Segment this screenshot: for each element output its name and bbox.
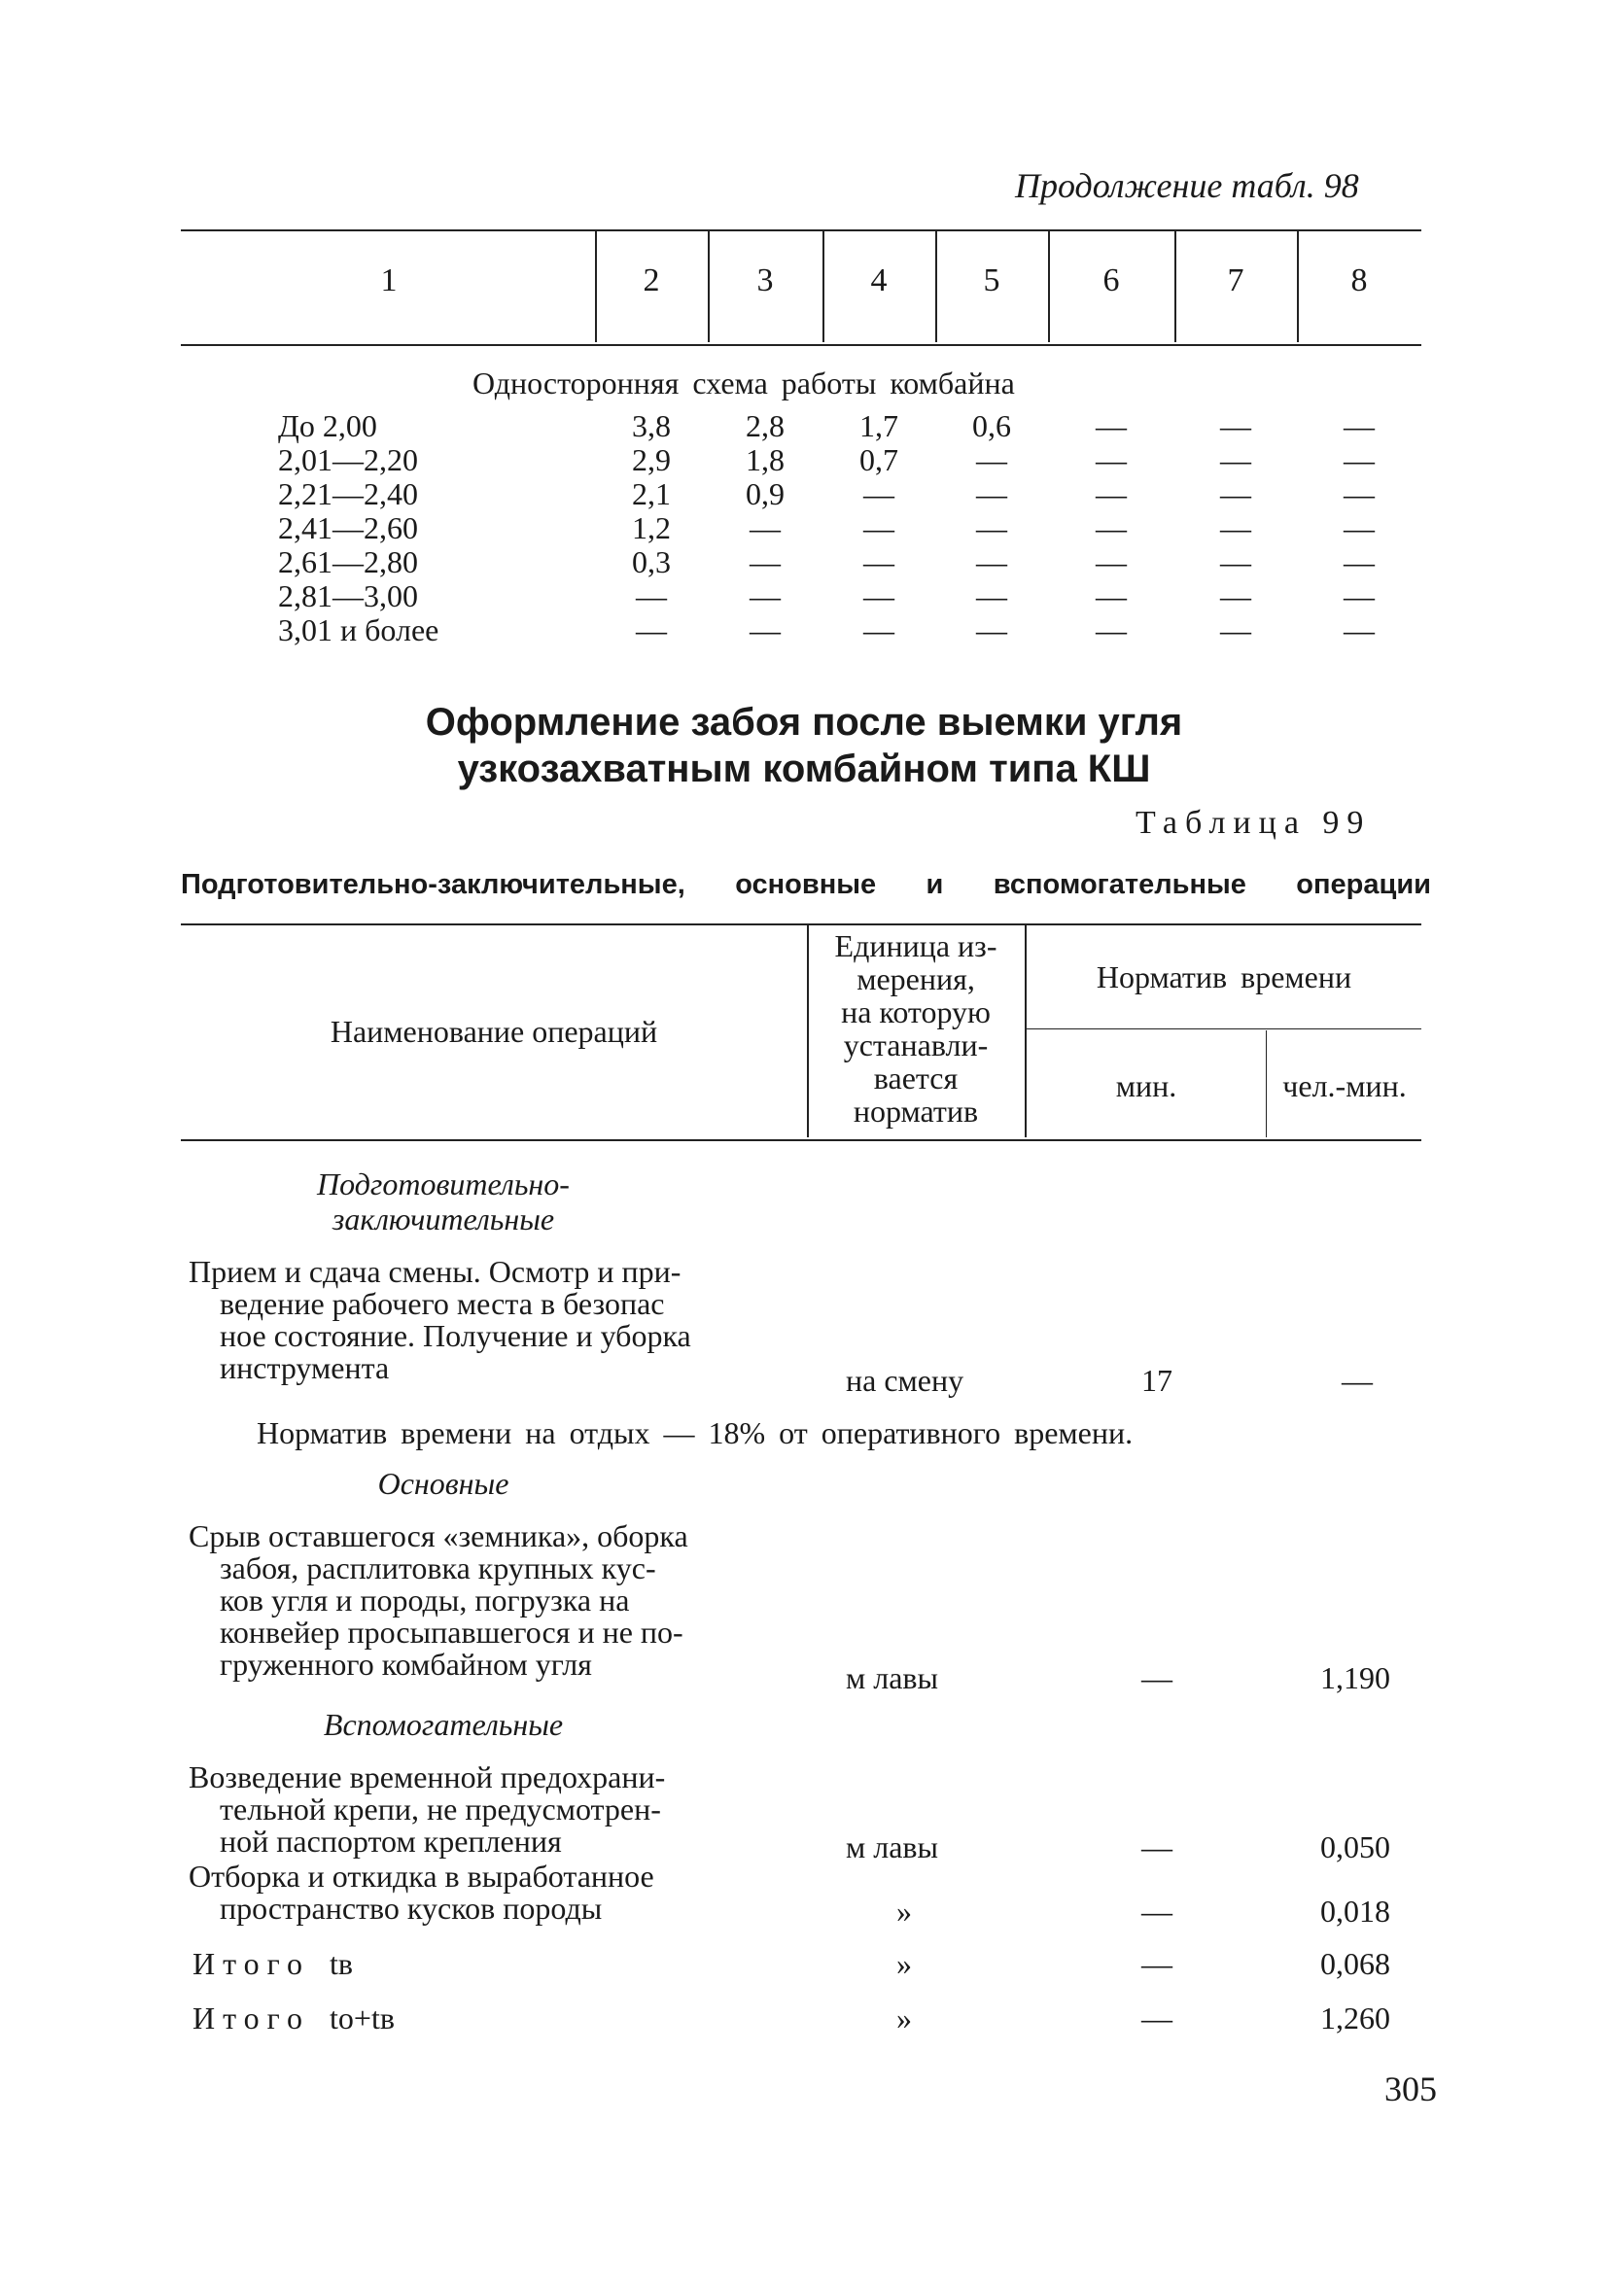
total-tv-label [192,1946,353,1981]
column-header: 7 [1227,262,1244,298]
row-value: — [976,476,1007,511]
row-value: — [976,442,1007,477]
row-value: — [1344,612,1375,647]
section-heading-line1: Оформление забоя после выемки угля [425,701,1183,744]
rest-note: Норматив времени на отдых — 18% от оперативного времени. [257,1415,1134,1450]
row-value: 0,3 [632,544,671,579]
row-value: — [863,612,894,647]
op-cleanup-text [189,1520,811,1681]
op-cleanup-unit: м лавы [846,1660,939,1695]
total-tv-unit: » [896,1946,912,1981]
row-value: — [750,578,781,613]
row-value: — [976,578,1007,613]
operations-title-word: операции [1296,869,1431,900]
row-value: — [1344,476,1375,511]
op-line: Отборка и откидка в выработанное [189,1859,654,1894]
header-unit-line: на которую [841,994,991,1029]
section-aux: Вспомогательные [323,1707,564,1742]
row-label: 2,01—2,20 [278,442,418,477]
col-divider [708,231,710,342]
column-header: 5 [983,262,1000,298]
row-value: — [863,578,894,613]
row-value: 0,6 [972,408,1011,443]
column-header: 4 [870,262,888,298]
page-number: 305 [1384,2070,1437,2108]
op-cleanup-min: — [1141,1660,1172,1695]
total-all-label [192,2000,395,2035]
row-label: 2,61—2,80 [278,544,418,579]
row-value: — [863,544,894,579]
row-value: — [1220,476,1251,511]
row-value: — [1220,510,1251,545]
operations-title-word: и [926,869,944,900]
operations-title-word: основные [735,869,877,900]
row-value: — [1096,408,1127,443]
column-header: 3 [756,262,774,298]
table99-rule-header [181,1139,1421,1141]
op-support-text [189,1761,811,1858]
row-value: — [1344,510,1375,545]
total-label: Итого [192,1946,310,1981]
row-label: До 2,00 [278,408,377,443]
total-formula: tо+tв [330,2000,395,2035]
col-divider [595,231,597,342]
row-value: 1,2 [632,510,671,545]
op-sorting-unit: » [896,1894,912,1929]
row-value: — [750,510,781,545]
col-divider [935,231,937,342]
column-header: 8 [1350,262,1368,298]
row-value: — [976,612,1007,647]
op-shift-min: 17 [1141,1363,1172,1398]
row-value: — [1096,476,1127,511]
table-label: Таблица 99 [1136,805,1372,841]
row-value: — [1096,578,1127,613]
scheme-title: Односторонняя схема работы комбайна [472,365,1015,400]
header-unit-line: устанавли- [843,1027,989,1062]
top-table-rule-header [181,344,1421,346]
row-value: — [1096,510,1127,545]
header-unit-line: Единица из- [834,928,997,963]
op-line: пространство кусков породы [220,1891,603,1926]
section-main: Основные [377,1466,509,1501]
row-value: — [1096,442,1127,477]
total-all-unit: » [896,2000,912,2035]
total-all-min: — [1141,2000,1172,2035]
top-table-rule-top [181,229,1421,231]
row-value: — [1344,544,1375,579]
row-value: 2,9 [632,442,671,477]
op-line: Срыв оставшегося «земника», оборка [189,1518,688,1553]
row-value: 1,7 [859,408,898,443]
op-line: конвейер просыпавшегося и не по- [220,1615,683,1650]
row-value: — [976,510,1007,545]
col-divider [1266,1030,1267,1137]
col-divider [1174,231,1176,342]
col-divider [1025,925,1027,1137]
op-cleanup-man-min: 1,190 [1320,1660,1390,1695]
row-value: — [1344,578,1375,613]
header-man-minutes: чел.-мин. [1282,1068,1407,1103]
op-shift-unit: на смену [846,1363,964,1398]
col-divider [822,231,824,342]
op-shift-man-min: — [1342,1363,1373,1398]
operations-title [181,869,1431,901]
row-value: — [750,544,781,579]
op-line: инструмента [220,1350,390,1385]
header-unit-line: мерения, [856,961,975,996]
row-value: 2,1 [632,476,671,511]
row-value: 0,7 [859,442,898,477]
total-all-man-min: 1,260 [1320,2000,1390,2035]
op-shift-text [189,1256,811,1384]
row-label: 2,81—3,00 [278,578,418,613]
op-line: Прием и сдача смены. Осмотр и при- [189,1254,682,1289]
row-value: — [1344,442,1375,477]
continuation-label: Продолжение табл. 98 [1015,166,1359,205]
op-line: ков угля и породы, погрузка на [220,1583,630,1618]
header-time-norm: Норматив времени [1096,959,1352,994]
table99-rule-top [181,923,1421,925]
operations-title-word: Подготовительно-заключительные, [181,869,685,900]
row-value: — [636,578,667,613]
row-value: — [863,510,894,545]
row-value: 0,9 [746,476,785,511]
row-value: — [1220,578,1251,613]
op-sorting-man-min: 0,018 [1320,1894,1390,1929]
op-line: ведение рабочего места в безопас [220,1286,665,1321]
op-line: груженного комбайном угля [220,1647,592,1682]
header-unit-line: вается [873,1061,959,1096]
header-unit-line: норматив [853,1094,979,1129]
col-divider [1048,231,1050,342]
row-value: 3,8 [632,408,671,443]
section-prep-line: заключительные [332,1201,555,1236]
column-header: 6 [1102,262,1120,298]
row-value: — [750,612,781,647]
header-operation-name: Наименование операций [330,1014,658,1049]
op-line: Возведение временной предохрани- [189,1759,666,1794]
row-label: 2,21—2,40 [278,476,418,511]
row-value: — [1220,612,1251,647]
row-value: — [1096,612,1127,647]
row-value: — [1344,408,1375,443]
col-divider [1297,231,1299,342]
total-tv-man-min: 0,068 [1320,1946,1390,1981]
header-minutes: мин. [1115,1068,1177,1103]
row-value: — [976,544,1007,579]
total-label: Итого [192,2000,310,2035]
op-support-min: — [1141,1829,1172,1864]
section-prep [229,1166,657,1236]
row-value: 1,8 [746,442,785,477]
row-value: — [1220,544,1251,579]
column-header: 2 [643,262,660,298]
row-value: 2,8 [746,408,785,443]
row-value: — [636,612,667,647]
header-unit [807,929,1025,1128]
section-heading-line2: узкозахватным комбайном типа КШ [457,748,1151,790]
op-line: ной паспортом крепления [220,1824,562,1859]
section-prep-line: Подготовительно- [317,1166,570,1201]
total-formula: tв [330,1946,353,1981]
row-label: 3,01 и более [278,612,439,647]
row-value: — [1220,408,1251,443]
op-support-man-min: 0,050 [1320,1829,1390,1864]
subheader-rule [1027,1028,1421,1029]
op-sorting-text [189,1861,811,1925]
row-label: 2,41—2,60 [278,510,418,545]
op-line: забоя, расплитовка крупных кус- [220,1550,656,1585]
op-line: тельной крепи, не предусмотрен- [220,1792,661,1826]
operations-title-word: вспомогательные [993,869,1246,900]
op-support-unit: м лавы [846,1829,939,1864]
row-value: — [1220,442,1251,477]
column-header: 1 [380,262,398,298]
op-line: ное состояние. Получение и уборка [220,1318,691,1353]
row-value: — [1096,544,1127,579]
op-sorting-min: — [1141,1894,1172,1929]
total-tv-min: — [1141,1946,1172,1981]
row-value: — [863,476,894,511]
